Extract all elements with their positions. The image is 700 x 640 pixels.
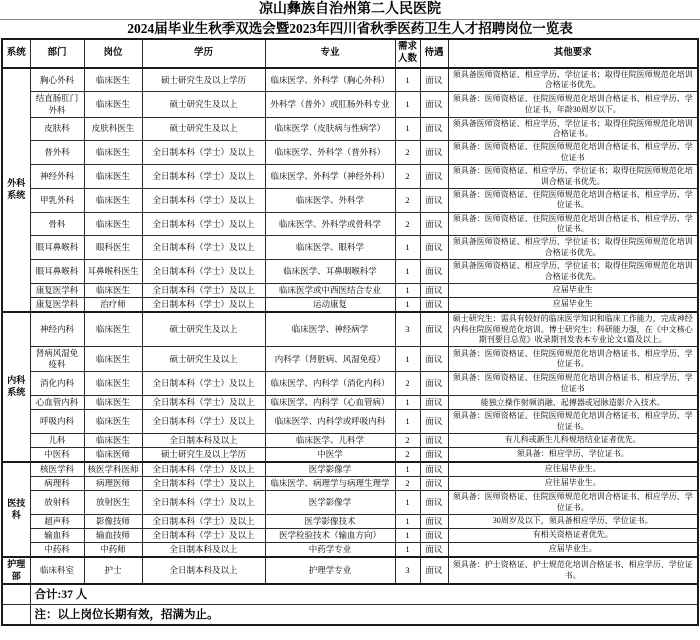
- cell-req: 须具备：医师资格证、住院医师规范化培训合格证书、相应学历、学位证书。: [448, 491, 698, 515]
- cell-dept: 临床科室: [30, 557, 84, 584]
- cell-edu: 全日制本科（学士）及以上: [142, 529, 265, 543]
- cell-salary: 面议: [420, 462, 448, 477]
- table-row: [2, 477, 698, 491]
- cell-req: 须具备医师资格证、相应学历、学位证书；取得住院医师规范化培训合格证书优先。: [448, 68, 698, 92]
- cell-edu: 全日制本科及以上: [142, 434, 265, 448]
- cell-salary: 面议: [420, 434, 448, 448]
- cell-salary: 面议: [420, 396, 448, 410]
- cell-edu: 全日制本科（学士）及以上: [142, 212, 265, 236]
- cell-salary: 面议: [420, 298, 448, 313]
- cell-dept: 康复医学科: [30, 298, 84, 313]
- cell-req: 应届毕业生: [448, 298, 698, 313]
- table-row: [2, 117, 698, 141]
- header-cell-req: 其他要求: [448, 39, 698, 68]
- table-row: [2, 529, 698, 543]
- cell-salary: 面议: [420, 236, 448, 260]
- cell-edu: 全日制本科（学士）及以上: [142, 260, 265, 284]
- cell-edu: 全日制本科（学士）及以上: [142, 372, 265, 396]
- cell-edu: 全日制本科（学士）及以上: [142, 284, 265, 298]
- cell-post: 临床医生: [84, 212, 142, 236]
- cell-major: 医学影像技术: [265, 514, 395, 528]
- cell-req: 应往届毕业生。: [448, 462, 698, 477]
- cell-post: 核医学科医师: [84, 462, 142, 477]
- cell-count: 1: [395, 260, 420, 284]
- cell-salary: 面议: [420, 543, 448, 558]
- cell-count: 2: [395, 448, 420, 463]
- cell-post: 临床医生: [84, 165, 142, 189]
- cell-post: 耳鼻喉科医生: [84, 260, 142, 284]
- cell-req: 硕士研究生：需具有较好的临床医学知识和临床工作能力，完成神经内科住院医师规范化培训。博士研究生：科研能力强，在《中文核心期刊要目总览》收录期刊发表本专业论文1篇及以上。: [448, 312, 698, 347]
- page-title: 凉山彝族自治州第二人民医院: [259, 2, 441, 17]
- cell-count: 1: [395, 462, 420, 477]
- cell-edu: 硕士研究生及以上: [142, 312, 265, 347]
- cell-post: 影像技师: [84, 514, 142, 528]
- cell-dept: 普外科: [30, 141, 84, 165]
- cell-count: 1: [395, 92, 420, 117]
- cell-edu: 全日制本科及以上: [142, 557, 265, 584]
- header-cell-system: 系统: [2, 39, 30, 68]
- table-row: [2, 141, 698, 165]
- cell-edu: 全日制本科（学士）及以上: [142, 410, 265, 434]
- table-row: [2, 68, 698, 92]
- section-label: 内科系统: [2, 312, 30, 462]
- cell-dept: 核医学科: [30, 462, 84, 477]
- cell-major: 临床医学、眼科学: [265, 236, 395, 260]
- cell-count: 2: [395, 434, 420, 448]
- cell-count: 1: [395, 529, 420, 543]
- cell-major: 临床医学、内科学（消化内科）: [265, 372, 395, 396]
- cell-post: 输血技师: [84, 529, 142, 543]
- cell-major: 中医学: [265, 448, 395, 463]
- cell-edu: 全日制本科（学士）及以上: [142, 236, 265, 260]
- cell-post: 临床医生: [84, 188, 142, 212]
- cell-salary: 面议: [420, 188, 448, 212]
- cell-edu: 硕士研究生及以上: [142, 347, 265, 372]
- cell-post: 临床医生: [84, 141, 142, 165]
- cell-salary: 面议: [420, 284, 448, 298]
- cell-major: 临床医学、儿科学: [265, 434, 395, 448]
- cell-post: 临床医生: [84, 347, 142, 372]
- cell-dept: 心血管内科: [30, 396, 84, 410]
- cell-salary: 面议: [420, 529, 448, 543]
- cell-post: 临床医生: [84, 396, 142, 410]
- table-row: [2, 434, 698, 448]
- cell-major: 临床医学、外科学（神经外科）: [265, 165, 395, 189]
- note-row: [2, 605, 698, 626]
- section-label: 医技科: [2, 462, 30, 557]
- cell-req: 须具备：相应学历、学位证书。: [448, 448, 698, 463]
- cell-post: 临床医生: [84, 68, 142, 92]
- cell-major: 临床医学、神经病学: [265, 312, 395, 347]
- cell-req: 有相关资格证者优先。: [448, 529, 698, 543]
- cell-post: 皮肤科医生: [84, 117, 142, 141]
- footer-empty-cell: [2, 584, 30, 605]
- cell-post: 临床医生: [84, 312, 142, 347]
- cell-dept: 神经内科: [30, 312, 84, 347]
- header-cell-edu: 学历: [142, 39, 265, 68]
- cell-major: 医学影像学: [265, 491, 395, 515]
- cell-edu: 全日制本科（学士）及以上: [142, 298, 265, 313]
- cell-dept: 输血科: [30, 529, 84, 543]
- table-row: [2, 312, 698, 347]
- cell-count: 2: [395, 165, 420, 189]
- section-label: 外科系统: [2, 68, 30, 312]
- table-row: [2, 448, 698, 463]
- cell-count: 2: [395, 212, 420, 236]
- cell-salary: 面议: [420, 477, 448, 491]
- cell-edu: 硕士研究生及以上: [142, 92, 265, 117]
- cell-dept: 病理科: [30, 477, 84, 491]
- table-row: [2, 557, 698, 584]
- cell-req: 须具备医师资格证、相应学历、学位证书；取得住院医师规范化培训合格证书优先。: [448, 236, 698, 260]
- header-row: [2, 39, 698, 68]
- cell-salary: 面议: [420, 491, 448, 515]
- header-cell-count: 需求人数: [395, 39, 420, 68]
- header-cell-post: 岗位: [84, 39, 142, 68]
- cell-dept: 中医科: [30, 448, 84, 463]
- cell-major: 临床医学或中西医结合专业: [265, 284, 395, 298]
- cell-dept: 康复医学科: [30, 284, 84, 298]
- cell-dept: 神经外科: [30, 165, 84, 189]
- cell-count: 1: [395, 396, 420, 410]
- table-row: [2, 92, 698, 117]
- table-footer: [2, 584, 698, 625]
- table-row: [2, 347, 698, 372]
- positions-table: [1, 38, 699, 626]
- cell-post: 中药师: [84, 543, 142, 558]
- cell-post: 临床医生: [84, 410, 142, 434]
- cell-post: 临床医生: [84, 284, 142, 298]
- table-row: [2, 165, 698, 189]
- cell-post: 临床医生: [84, 372, 142, 396]
- cell-salary: 面议: [420, 68, 448, 92]
- cell-major: 临床医学、外科学: [265, 188, 395, 212]
- cell-salary: 面议: [420, 557, 448, 584]
- cell-dept: 甲乳外科: [30, 188, 84, 212]
- cell-salary: 面议: [420, 372, 448, 396]
- table-row: [2, 372, 698, 396]
- cell-dept: 儿科: [30, 434, 84, 448]
- cell-post: 眼科医生: [84, 236, 142, 260]
- header-cell-salary: 待遇: [420, 39, 448, 68]
- cell-req: 须具备医师资格证、相应学历、学位证书；取得住院医师规范化培训合格证书优先。: [448, 260, 698, 284]
- cell-count: 1: [395, 298, 420, 313]
- cell-edu: 硕士研究生及以上: [142, 117, 265, 141]
- cell-count: 3: [395, 312, 420, 347]
- cell-major: 临床医学（皮肤病与性病学）: [265, 117, 395, 141]
- cell-req: 须具备医师资格证、相应学历、学位证书；取得住院医师规范化培训合格证书。: [448, 117, 698, 141]
- cell-edu: 硕士研究生及以上学历: [142, 68, 265, 92]
- cell-count: 1: [395, 117, 420, 141]
- cell-dept: 眼耳鼻喉科: [30, 260, 84, 284]
- cell-req: 须具备：医师资格证、住院医师规范化培训合格证书、相应学历、学位证书。: [448, 188, 698, 212]
- table-row: [2, 462, 698, 477]
- cell-edu: 硕士研究生及以上学历: [142, 448, 265, 463]
- cell-major: 医学影像学: [265, 462, 395, 477]
- cell-salary: 面议: [420, 514, 448, 528]
- header-cell-major: 专业: [265, 39, 395, 68]
- cell-edu: 全日制本科（学士）及以上: [142, 477, 265, 491]
- cell-dept: 肾病风湿免疫科: [30, 347, 84, 372]
- cell-salary: 面议: [420, 410, 448, 434]
- cell-post: 治疗师: [84, 298, 142, 313]
- note-text: 注：以上岗位长期有效，招满为止。: [30, 605, 698, 626]
- table-row: [2, 491, 698, 515]
- cell-major: 中药学专业: [265, 543, 395, 558]
- cell-req: 应届毕业生: [448, 284, 698, 298]
- total-count: 合计:37 人: [30, 584, 698, 605]
- cell-major: 临床医学、耳鼻咽喉科学: [265, 260, 395, 284]
- table-row: [2, 410, 698, 434]
- cell-req: 须具备：医师资格证、住院医师规范化培训合格证书、相应学历、学位证书。: [448, 410, 698, 434]
- cell-edu: 全日制本科（学士）及以上: [142, 396, 265, 410]
- table-row: [2, 396, 698, 410]
- table-row: [2, 212, 698, 236]
- cell-salary: 面议: [420, 212, 448, 236]
- cell-dept: 呼吸内科: [30, 410, 84, 434]
- cell-dept: 放射科: [30, 491, 84, 515]
- cell-major: 临床医学、病理学与病理生理学: [265, 477, 395, 491]
- cell-edu: 全日制本科（学士）及以上: [142, 491, 265, 515]
- cell-post: 临床医生: [84, 434, 142, 448]
- table-row: [2, 188, 698, 212]
- cell-req: 须具备：医师资格证、住院医师规范化培训合格证书、相应学历、学位证书: [448, 372, 698, 396]
- cell-major: 临床医学、内科学或呼吸内科: [265, 410, 395, 434]
- cell-req: 须具备：医师资格证、住院医师规范化培训合格证书、相应学历、学位证书: [448, 141, 698, 165]
- cell-edu: 全日制本科（学士）及以上: [142, 141, 265, 165]
- section-label: 护理部: [2, 557, 30, 584]
- cell-req: 能独立操作射频消融、起搏器或冠脉造影介入技术。: [448, 396, 698, 410]
- cell-count: 1: [395, 491, 420, 515]
- cell-req: 须具备：医师资格证、住院医师规范化培训合格证书、相应学历、学位证书。: [448, 347, 698, 372]
- cell-dept: 皮肤科: [30, 117, 84, 141]
- cell-req: 须具备：护士资格证、护士规范化培训合格证书、相应学历、学位证书。: [448, 557, 698, 584]
- table-row: [2, 284, 698, 298]
- cell-salary: 面议: [420, 92, 448, 117]
- cell-major: 临床医学、内科学（心血管病）: [265, 396, 395, 410]
- cell-dept: 胸心外科: [30, 68, 84, 92]
- table-row: [2, 514, 698, 528]
- cell-dept: 结直肠肛门外科: [30, 92, 84, 117]
- cell-dept: 超声科: [30, 514, 84, 528]
- cell-count: 2: [395, 141, 420, 165]
- cell-count: 2: [395, 477, 420, 491]
- cell-major: 外科学（普外）或肛肠外科专业: [265, 92, 395, 117]
- cell-edu: 全日制本科（学士）及以上: [142, 462, 265, 477]
- cell-post: 临床医生: [84, 92, 142, 117]
- cell-dept: 眼耳鼻喉科: [30, 236, 84, 260]
- cell-count: 3: [395, 557, 420, 584]
- table-row: [2, 236, 698, 260]
- cell-major: 临床医学、外科学或骨科学: [265, 212, 395, 236]
- table-body: [2, 68, 698, 585]
- cell-edu: 全日制本科（学士）及以上: [142, 165, 265, 189]
- cell-salary: 面议: [420, 165, 448, 189]
- cell-count: 1: [395, 410, 420, 434]
- cell-salary: 面议: [420, 448, 448, 463]
- cell-count: 1: [395, 543, 420, 558]
- cell-dept: 中药科: [30, 543, 84, 558]
- cell-req: 须具备：医师资格证、住院医师规范化培训合格证书、相应学历、学位证书，年龄30周岁以下。: [448, 92, 698, 117]
- cell-post: 护士: [84, 557, 142, 584]
- cell-req: 须具备：医师资格证、住院医师规范化培训合格证书、相应学历、学位证书。: [448, 212, 698, 236]
- cell-req: 须具备：医师资格证、相应学历、学位证书；取得住院医师规范化培训合格证书优先。: [448, 165, 698, 189]
- cell-major: 临床医学、外科学（普外科）: [265, 141, 395, 165]
- cell-post: 放射医生: [84, 491, 142, 515]
- cell-post: 临床医师: [84, 448, 142, 463]
- cell-edu: 全日制本科（学士）及以上: [142, 514, 265, 528]
- cell-salary: 面议: [420, 117, 448, 141]
- cell-salary: 面议: [420, 260, 448, 284]
- cell-major: 内科学（肾脏病、风湿免疫）: [265, 347, 395, 372]
- cell-major: 护理学专业: [265, 557, 395, 584]
- cell-count: 2: [395, 188, 420, 212]
- cell-post: 病理医师: [84, 477, 142, 491]
- cell-count: 1: [395, 236, 420, 260]
- cell-dept: 消化内科: [30, 372, 84, 396]
- cell-dept: 骨科: [30, 212, 84, 236]
- cell-edu: 全日制本科及以上: [142, 543, 265, 558]
- cell-req: 有儿科或新生儿科规培结业证者优先。: [448, 434, 698, 448]
- cell-salary: 面议: [420, 141, 448, 165]
- table-row: [2, 543, 698, 558]
- cell-salary: 面议: [420, 312, 448, 347]
- page-subtitle: 2024届毕业生秋季双选会暨2023年四川省秋季医药卫生人才招聘岗位一览表: [0, 19, 700, 38]
- cell-req: 应往届毕业生。: [448, 477, 698, 491]
- cell-major: 医学检验技术（输血方向）: [265, 529, 395, 543]
- header-cell-dept: 部门: [30, 39, 84, 68]
- cell-count: 1: [395, 68, 420, 92]
- cell-major: 临床医学、外科学（胸心外科）: [265, 68, 395, 92]
- cell-count: 1: [395, 514, 420, 528]
- cell-req: 30周岁及以下，须具备相应学历、学位证书。: [448, 514, 698, 528]
- cell-req: 应届毕业生。: [448, 543, 698, 558]
- footer-empty-cell: [2, 605, 30, 626]
- cell-major: 运动康复: [265, 298, 395, 313]
- cell-salary: 面议: [420, 347, 448, 372]
- cell-count: 1: [395, 284, 420, 298]
- table-row: [2, 260, 698, 284]
- cell-count: 1: [395, 347, 420, 372]
- table-row: [2, 298, 698, 313]
- cell-count: 2: [395, 372, 420, 396]
- total-row: [2, 584, 698, 605]
- cell-edu: 全日制本科（学士）及以上: [142, 188, 265, 212]
